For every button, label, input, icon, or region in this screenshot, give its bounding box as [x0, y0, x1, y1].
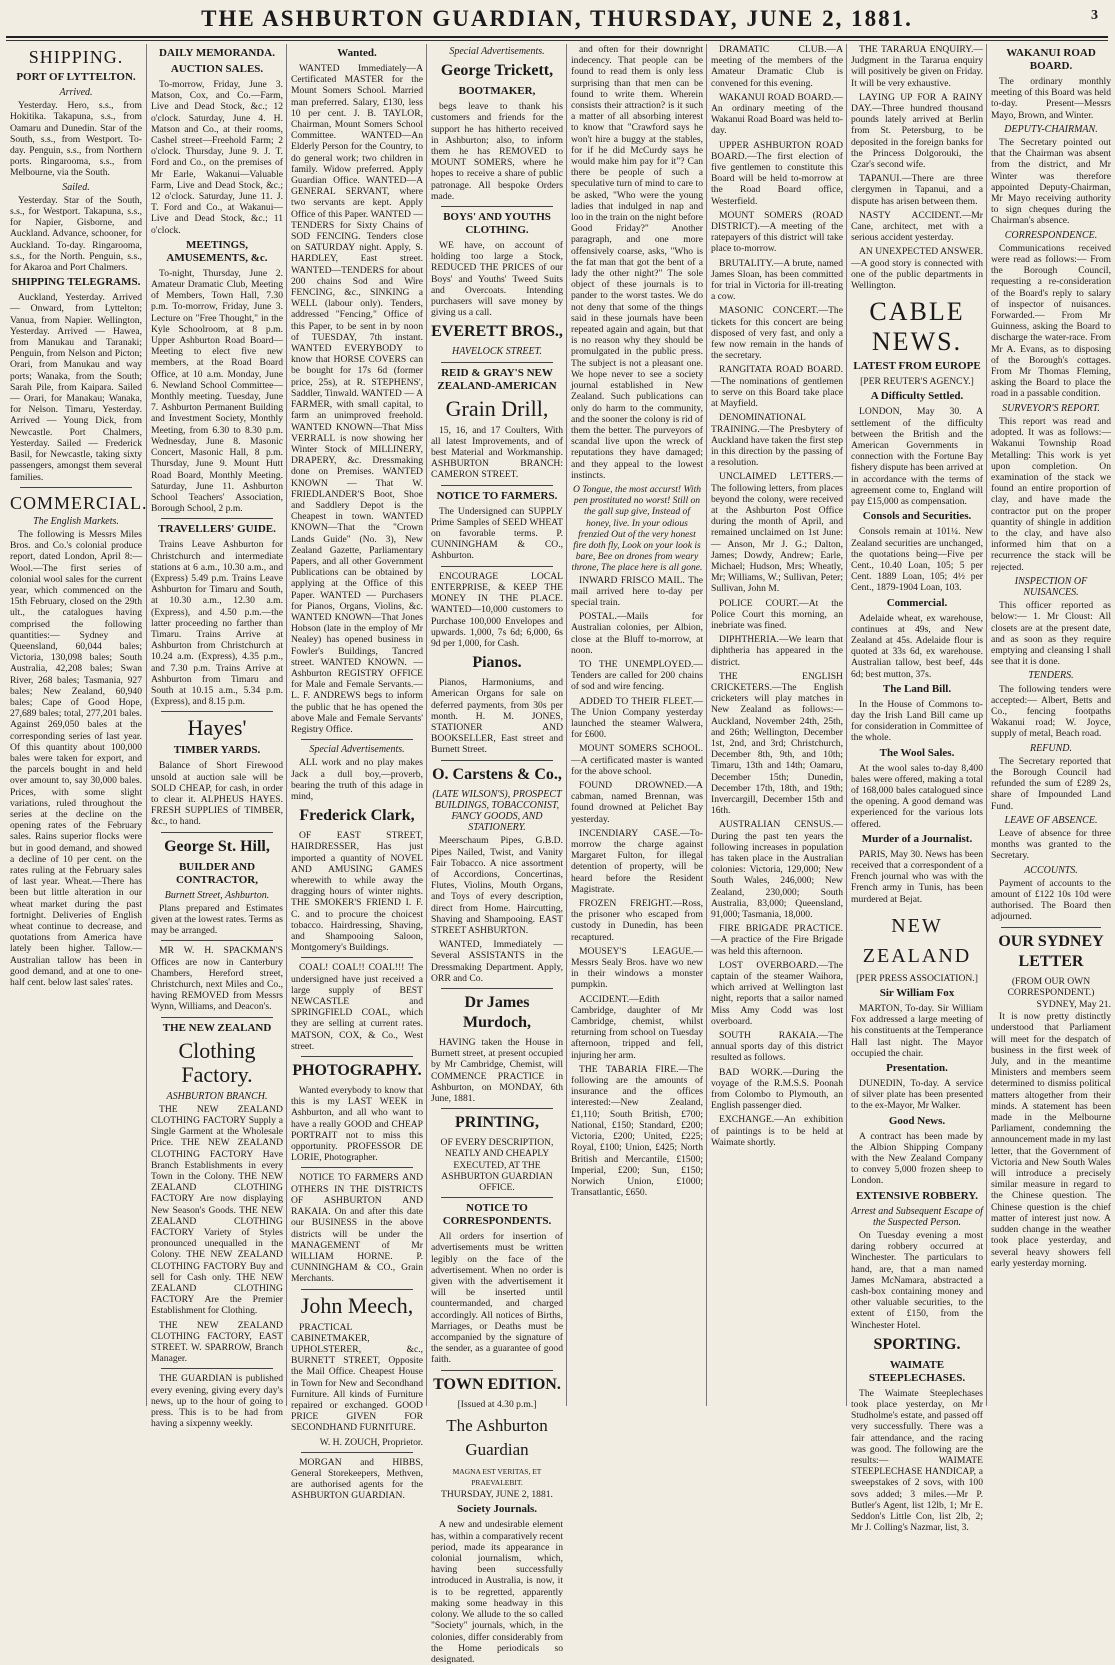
diphtheria-text: DIPHTHERIA.—We learn that diphtheria has appeared in the district.	[711, 634, 843, 668]
postal-text: POSTAL.—Mails for Australian colonies, per Albion, close at the Bluff to-morrow, at noon.	[571, 611, 703, 656]
meech-text: PRACTICAL CABINETMAKER, UPHOLSTERER, &c., BURNETT STREET, Opposite the Mail Office. Cheapest House in Town for New and Secondhand Furniture. All kinds of Furniture repaired or exchanged. GOOD PRICE GIVEN FOR SECONDHAND FURNITURE.	[291, 1321, 423, 1434]
divider	[441, 1370, 553, 1371]
coal-text: COAL! COAL!! COAL!!! The undersigned have just received a large supply of BEST NEWCASTLE and SPRINGFIELD COAL, which they are selling at current rates. MATSON, COX, & Co., West street.	[291, 962, 423, 1052]
fox-text: MARTON, To-day. Sir William Fox addressed a large meeting of his constituents at the Temperance Hall last night. The Mayor occupied the chair.	[851, 1002, 983, 1059]
correspondents-heading: NOTICE TO CORRESPONDENTS.	[442, 1202, 552, 1228]
tararua-text: THE TARARUA ENQUIRY.—Judgment in the Tararua enquiry will positively be given on Friday. It will be very exhaustive.	[851, 44, 983, 89]
correspondence-heading: CORRESPONDENCE.	[1004, 229, 1098, 241]
pianos-heading: Pianos.	[472, 654, 522, 672]
divider	[301, 957, 413, 958]
wakanui-board-heading: WAKANUI ROAD BOARD.	[1006, 47, 1096, 72]
column-2	[146, 44, 287, 1430]
inward-text: The mail arrived here to-day per special train.	[571, 574, 704, 608]
reid-heading: REID & GRAY'S NEW ZEALAND-AMERICAN	[437, 366, 557, 392]
divider	[441, 362, 553, 363]
boys-heading: BOYS' AND YOUTHS CLOTHING.	[443, 211, 551, 237]
divider	[441, 760, 553, 761]
auction-heading: AUCTION SALES.	[170, 63, 264, 75]
divider	[301, 739, 413, 740]
divider	[441, 485, 553, 486]
carstens-subtitle: (LATE WILSON'S), PROSPECT BUILDINGS, TOBACCONIST, FANCY GOODS, AND STATIONERY.	[432, 788, 562, 834]
fox-heading: Sir William Fox	[879, 986, 955, 999]
st-hill-text: Plans prepared and Estimates given at the lowest rates. Terms as may be arranged.	[151, 902, 283, 937]
st-hill-address: Burnett Street, Ashburton.	[164, 889, 270, 901]
tenders-text: The following tenders were accepted:— Albert, Betts and Co., fencing footpaths Wakanui road; W. Joyce, supply of metal, Beach road.	[991, 683, 1111, 740]
good-news-text: A contract has been made by the Albion Shipping Company with the New Zealand Company to convey 5,000 frozen sheep to London.	[851, 1130, 983, 1187]
printing-text: OF EVERY DESCRIPTION, NEATLY AND CHEAPLY EXECUTED, AT THE ASHBURTON GUARDIAN OFFICE.	[440, 1137, 554, 1194]
masthead-rule	[6, 36, 1108, 38]
inward-heading: INWARD FRISCO MAIL.	[579, 574, 685, 586]
st-hill-subtitle: BUILDER AND CONTRACTOR,	[175, 860, 258, 886]
drowned-text: FOUND DROWNED.—A cabman, named Brennan, was found drowned at Pelichet Bay yesterday.	[571, 780, 703, 825]
robbery-subheading: Arrest and Subsequent Escape of the Suspected Person.	[851, 1205, 983, 1228]
guardian-note: THE GUARDIAN is published every evening, giving every day's news, up to the hour of going to press. This is to be had from having a sixpenny weekly.	[151, 1373, 283, 1430]
column-5	[566, 44, 707, 1406]
inward-mail	[571, 575, 703, 609]
nzcf-subtitle: ASHBURTON BRANCH.	[166, 1090, 268, 1102]
photo-text: Wanted everybody to know that this is my LAST WEEK in Ashburton, and all who want to have a really GOOD and CHEAP PORTRAIT not to miss this opportunity. PROFESSOR DE LORIE, Photographer.	[291, 1085, 423, 1164]
murdoch-name: Dr James Murdoch,	[463, 993, 531, 1031]
correspondents-text: All orders for insertion of advertisements must be written legibly on the face of the advertisement. When no order is given with the advertisement it will be inserted until countermanded, and charged accordingly. All notices of Births, Marriages, or Deaths must be accompanied by the signature of the sender, as a guarantee of good faith.	[431, 1231, 563, 1366]
memoranda-title: DAILY MEMORANDA.	[159, 47, 275, 59]
town-issued: [Issued at 4.30 p.m.]	[457, 1398, 537, 1410]
special-heading: Special Advertisements.	[449, 46, 545, 57]
local-enterprise-text: ENCOURAGE LOCAL ENTERPRISE, & KEEP THE MONEY IN THE PLACE. WANTED—10,000 customers to Purchase 100,000 Envelopes and upwards. 1,000, 7s 6d; 6,000, 6s 9d per 1,000, for Cash.	[431, 570, 563, 649]
unexpected-answer-text: AN UNEXPECTED ANSWER.—A good story is connected with one of the public departments in Wellington.	[851, 246, 983, 292]
divider	[161, 711, 273, 712]
meech-name: John Meech,	[300, 1292, 414, 1318]
markets-heading: The English Markets.	[33, 515, 119, 527]
masthead-rule-thin	[6, 40, 1108, 41]
wool-heading: The Wool Sales.	[879, 746, 955, 759]
bad-work-text: BAD WORK.—During the voyage of the R.M.S.S. Poonah from Colombo to Plymouth, an English passenger died.	[711, 1066, 843, 1112]
travellers-text: Trains Leave Ashburton for Christchurch and intermediate stations at 6 a.m., 10.30 a.m., and (Express) 5.49 p.m. Trains Leave Ashburton for Timaru and South, at 10.30 a.m., 12.30 a.m. (Express), and 4.50 p.m.—the latter proceeding no farther than Timaru. Trains Arrive at Ashburton from Christchurch at 10.24 a.m. (Express), 4.35 p.m., and 7.30 p.m. Trains Arrive at Ashburton from Timaru and South at 10.15 a.m., 5.34 p.m. (Express), and 8.15 p.m.	[151, 539, 283, 708]
farmers-text: The Undersigned can SUPPLY Prime Samples of SEED WHEAT on favorable terms. P. CUNNINGHAM & CO., Ashburton.	[431, 505, 563, 562]
land-bill-heading: The Land Bill.	[882, 682, 952, 695]
denominational-text: DENOMINATIONAL TRAINING.—The Presbytery of Auckland have taken the first step in this direction by the passing of a resolution.	[711, 412, 843, 469]
farmers-heading: NOTICE TO FARMERS.	[436, 489, 558, 502]
brutality-text: BRUTALITY.—A brute, named James Sloan, has been committed for trial in Victoria for ill-treating a cow.	[711, 257, 843, 303]
steeplechase-heading: WAIMATE STEEPLECHASES.	[868, 1358, 966, 1384]
inspection-heading: INSPECTION OF NUISANCES.	[1014, 575, 1088, 598]
shipping-title: SHIPPING.	[28, 47, 124, 67]
masthead-title: THE ASHBURTON GUARDIAN, THURSDAY, JUNE 2, 1881.	[201, 6, 913, 31]
auction-text: To-morrow, Friday, June 3. Matson, Cox, and Co.—Farm, Live and Dead Stock, &c.; 12 o'clock. Saturday, June 4. H. Matson and Co., at their rooms, Cashel street—Freehold Farm; 2 o'clock. Thursday, June 9. J. T. Ford and Co., on the premises of Mr Earle, Wakanui—Valuable Farm, Live and Dead Stock, &c.; 12 o'clock. Saturday, June 11. J. T. Ford and Co., at Wakanui—Live and Dead Stock, &c.; 11 o'clock.	[151, 79, 283, 236]
divider	[441, 988, 553, 989]
nzcf-name: Clothing Factory.	[178, 1037, 256, 1087]
clark-intro: ALL work and no play makes Jack a dull boy,—proverb, bearing the truth of this adage in mind,	[291, 757, 423, 802]
new-zealand-title: NEW ZEALAND	[862, 914, 972, 967]
south-rakaia-text: SOUTH RAKAIA.—The annual sports day of this district resulted as follows.	[711, 1030, 843, 1064]
reid-text: 15, 16, and 17 Coulters, With all latest Improvements, and of best Material and Workmanship. ASHBURTON BRANCH: CAMERON STREET.	[431, 424, 563, 481]
st-hill-name: George St. Hill,	[164, 837, 270, 855]
everett-name: EVERETT BROS.,	[431, 323, 563, 341]
masthead	[0, 6, 1114, 36]
consols-text: Consols remain at 101¼. New Zealand securities are unchanged, the quotations being—Five per Cent., 10.40 Loan, 105; 5 per Cent. 1889 Loan, 105; 4½ per Cent., 1879-1904 Loan, 103.	[851, 526, 983, 594]
incendiary-text: INCENDIARY CASE.—To-morrow the charge against Margaret Fulton, for illegal detention of property, will be heard before the Resident Magistrate.	[571, 827, 703, 895]
difficulty-heading: A Difficulty Settled.	[870, 390, 964, 403]
fleet-text: ADDED TO THEIR FLEET.—The Union Company yesterday launched the steamer Walwera, for £600.	[571, 695, 703, 741]
rangitata-text: RANGITATA ROAD BOARD.—The nominations of gentlemen to serve on this Board take place at Mayfield.	[711, 364, 843, 410]
nzcf-heading: THE NEW ZEALAND	[162, 1021, 272, 1034]
wool-text: At the wool sales to-day 8,400 bales were offered, making a total of 168,000 bales catalogued since the opening. A good demand was experienced for the various lots offered.	[851, 762, 983, 830]
arrived-text: Yesterday. Hero, s.s., from Hokitika. Takapuna, s.s., from Oamaru and Dunedin. Star of the South, s.s., from Westport. To-day. Penguin, s.s., from Northern ports. Ringarooma, s.s., from Melbourne, via the South.	[10, 100, 142, 179]
overboard-text: LOST OVERBOARD.—The captain of the steamer Waihora, which arrived at Wellington last night, reports that a sailor named Miss Amy Codd was lost overboard.	[711, 959, 843, 1027]
land-bill-text: In the House of Commons to-day the Irish Land Bill came up for consideration in Committee of the whole.	[851, 698, 983, 744]
column-6	[706, 44, 847, 1406]
sydney-subtitle: (FROM OUR OWN CORRESPONDENT.)	[1007, 975, 1095, 998]
cable-news-title: CABLE NEWS.	[869, 297, 965, 357]
unclaimed-text: UNCLAIMED LETTERS.—The following letters, from places beyond the colony, were received at the Ashburton Post Office during the month of April, and remained unclaimed on 1st June:— Anson, Mr J. G.; Dalton, James; Dowdy, Andrew; Earle, Michael; Hudson, Mrs; Wheatly, Mr; Williams, W.; Sullivan, Peter; Sullivan, John M.	[711, 471, 843, 595]
fire-brigade-text: FIRE BRIGADE PRACTICE.—A practice of the Fire Brigade was held this afternoon.	[711, 923, 843, 957]
trickett-name: George Trickett,	[440, 62, 554, 80]
nzcf-address: THE NEW ZEALAND CLOTHING FACTORY, EAST STREET. W. SPARROW, Branch Manager.	[151, 1319, 283, 1365]
notice-text: NOTICE TO FARMERS AND OTHERS IN THE DISTRICTS OF ASHBURTON AND RAKAIA. On and after this date our BUSINESS in the above districts will be under the MANAGEMENT of Mr WILLIAM HORNE. P. CUNNINGHAM & CO., Grain Merchants.	[291, 1172, 423, 1285]
census-text: AUSTRALIAN CENSUS.—During the past ten years the following increases in population has taken place in the Australian colonies: Victoria, 129,000; New South Wales, 246,000; New Zealand, 230,000; South Australia, 83,000; Queensland, 91,000; Tasmania, 18,000.	[711, 819, 843, 921]
everett-address: HAVELOCK STREET.	[452, 346, 542, 358]
society-text: A new and undesirable element has, within a comparatively recent period, made its appearance in colonial journalism, which, having been successfully introduced in Australia, is now, it is to be regretted, apparently making some headway in this colony. We allude to the so called "Society" journals, which, in the colonies, differ considerably from the Home periodicals so designated.	[431, 1519, 563, 1665]
travellers-heading: TRAVELLERS' GUIDE.	[158, 523, 276, 536]
presentation-text: DUNEDIN, To-day. A service of silver plate has been presented to the ex-Mayor, Mr Walker.	[851, 1078, 983, 1112]
divider	[1001, 927, 1101, 928]
league-text: MOUSEY'S LEAGUE.—Messrs Sealy Bros. have wo new in their windows a monster pumpkin.	[571, 945, 703, 991]
commercial-text: Adelaide wheat, ex warehouse, continues at 49s, and New Zealand at 45s. Adelaide flour is quoted at 33s 6d, ex warehouse. Australian tallow, best beef, 44s 6d; best mutton, 37s.	[851, 612, 983, 680]
frozen-text: FROZEN FREIGHT.—Ross, the prisoner who escaped from custody in Dunedin, has been recaptured.	[571, 898, 703, 943]
divider	[161, 832, 273, 833]
column-7	[846, 44, 987, 1534]
morgan-text: MORGAN and HIBBS, General Storekeepers, Methven, are authorised agents for the ASHBURTON GUARDIAN.	[291, 1456, 423, 1502]
murdoch-text: HAVING taken the House in Burnett street, at present occupied by Mr Cambridge, Chemist, will COMMENCE PRACTICE in Ashburton, on MONDAY, 6th June, 1881.	[431, 1036, 563, 1104]
divider	[301, 1056, 413, 1057]
surveyor-text: This report was read and adopted. It was as follows:— Wakanui Township Road Metalling: This work is yet upon completion. On examination of the stack we found an entire proportion of clay, and have made the contractor put on the proper quantity of shingle in addition to the clay, and have also informed him that on a recurrence the stack will be rejected.	[991, 415, 1111, 573]
leave-text: Leave of absence for three months was granted to the Secretary.	[991, 828, 1111, 862]
guardian-title: The Ashburton Guardian	[446, 1415, 548, 1459]
divider	[441, 1197, 553, 1198]
wanted-dressmaking: WANTED, Immediately — Several ASSISTANTS in the Dressmaking Department. Apply, ORR and Co.	[431, 939, 563, 984]
meetings-text: To-night, Thursday, June 2. Amateur Dramatic Club, Meeting of Members, Town Hall, 7.30 p.m. To-morrow, Friday, June 3. Lecture on "Free Thought," in the Kyle Schoolroom, at 8 p.m. Upper Ashburton Road Board—Meeting to elect five new members, at the Road Board Office, at 10 a.m. Monday, June 6. Newland School Committee—Monthly meeting. Tuesday, June 7. Ashburton Permanent Building and Investment Society, Monthly Meeting, from 6.30 to 8.30 p.m. Wednesday, June 8. Masonic Concert, Masonic Hall, 8 p.m. Thursday, June 9. Mount Hutt Road Board, Monthly Meeting. Saturday, June 11. Ashburton School Teachers' Association, Borough School, 2 p.m.	[151, 267, 283, 515]
boys-text: WE have, on account of holding too large a Stock, REDUCED THE PRICES of our Boys' and Youths' Tweed Suits and Overcoats. Intending purchasers will save money by giving us a call.	[431, 240, 563, 319]
sailed-text: Yesterday. Star of the South, s.s., for Westport. Takapuna, s.s., for Napier, Gisborne, and Auckland. Advance, schooner, for Auckland. To-day. Ringarooma, s.s., for the North. Penguin, s.s., for Akaroa and Port Chalmers.	[10, 194, 142, 274]
accounts-heading: ACCOUNTS.	[1024, 864, 1078, 876]
tapanui-text: TAPANUI.—There are three clergymen in Tapanui, and a dispute has arisen between them.	[851, 173, 983, 207]
clark-name: Frederick Clark,	[299, 807, 415, 825]
port-title: PORT OF LYTTELTON.	[16, 71, 136, 83]
commercial-heading: Commercial.	[886, 596, 948, 609]
dramatic-text: DRAMATIC CLUB.—A meeting of the members of the Amateur Dramatic Club is convened for this evening.	[711, 44, 843, 89]
divider	[20, 487, 132, 488]
divider	[301, 1167, 413, 1168]
good-news-heading: Good News.	[888, 1114, 946, 1127]
cable-agency: [PER REUTER'S AGENCY.]	[860, 376, 974, 388]
telegrams-text: Auckland, Yesterday. Arrived — Onward, from Lyttelton; Vanua, from Napier. Wellington, Yesterday. Arrived — Hawea, from Manukau and Taranaki; Penguin, from Nelson and Picton; Orari, from Manukau and way ports; Wanaka, from the South; Sarah Pile, from Kaipara. Sailed — Orari, for Manakau; Wanaka, for Nelson. Timaru, Yesterday. Arrived — Young Dick, from Newcastle. Port Chalmers, Yesterday. Sailed — Frederick Basil, for Newcastle, taking sixty passengers, amongst them several families.	[10, 292, 142, 483]
divider	[301, 1452, 413, 1453]
accounts-text: Payment of accounts to the amount of £122 10s 10d were authorised. The Board then adjourned.	[991, 877, 1111, 923]
wakanui-board-text: The ordinary monthly meeting of this Board was held to-day. Present—Messrs Mayo, Brown, and Winter.	[991, 76, 1111, 121]
robbery-text: On Tuesday evening a most daring robbery occurred at Winchester. The particulars to hand, are, that a man named James McNamara, abstracted a cash-box containing money and other valuable securities, to the extent of £150, from the Winchester Hotel.	[851, 1230, 983, 1331]
commercial-title: COMMERCIAL.	[10, 492, 148, 513]
page-number: 3	[1091, 8, 1100, 23]
town-edition: TOWN EDITION.	[433, 1375, 561, 1393]
divider	[301, 1289, 413, 1290]
meetings-heading: MEETINGS, AMUSEMENTS, &c.	[166, 238, 268, 264]
upper-ashburton-text: UPPER ASHBURTON ROAD BOARD.—The first election of five gentlemen to constitute this Board will be held to-morrow at the Road Board office, Westerfield.	[711, 139, 843, 207]
telegrams-heading: SHIPPING TELEGRAMS.	[11, 276, 141, 289]
wanted-heading: Wanted.	[337, 47, 377, 59]
nasty-accident-text: NASTY ACCIDENT.—Mr Cane, architect, met with a serious accident yesterday.	[851, 209, 983, 244]
divider	[441, 1108, 553, 1109]
unemployed-text: TO THE UNEMPLOYED.—Tenders are called for 200 chains of sod and wire fencing.	[571, 658, 703, 693]
presentation-heading: Presentation.	[886, 1062, 948, 1074]
column-8	[986, 44, 1115, 1406]
sporting-title: SPORTING.	[873, 1335, 961, 1353]
sailed-heading: Sailed.	[62, 181, 90, 193]
society-continued: and often for their downright indecency. That people can be found to read them is only less surprising than that men can be found to write them. Wherein consists their attraction? is it such a matter of all absorbing interest to know that "Crawford says he won't hire a buggy at the stables, for if he did McCurdy says he would make him pay for it"? Can there be people of such a speculative turn of mind to care to be asked, "Who were the young ladies that indulged in nap and loo in the train on the night before Good Friday?" Another paragraph, and one more offensively coarse, asks, "Who is the fat man that got the bent of a lady the other night?" The sole object of these journals is to pander to the worst tastes. We do not deny that some of the things said in these journals have been repeated again and again, but that is no reason why they should be promulgated in the public press. The subject is not a pleasant one. We hope never to see a society journal established in New Zealand. Such publications can only do harm to the community, and the sooner the colony is rid of them the better. The purveyors of scandal live upon the wreck of reputations they have damaged; and they appeal to the lowest instincts.	[571, 44, 703, 481]
reid-name: Grain Drill,	[445, 395, 549, 421]
column-4	[426, 44, 567, 1665]
clark-text: OF EAST STREET, HAIRDRESSER, Has just imported a quantity of NOVEL AND AMUSING GAMES wherewith to while away the dragging hours of winter nights. THE SMOKER'S FRIEND I. F. C. and to procure the choicest tobacco. Hairdressing, Shaving, and Shampooing Saloon, Montgomery's Buildings.	[291, 830, 423, 954]
consols-heading: Consols and Securities.	[862, 510, 972, 523]
hayes-subtitle: TIMBER YARDS.	[173, 744, 261, 757]
column-3	[286, 44, 427, 1502]
tenders-heading: TENDERS.	[1028, 670, 1074, 682]
zouch-text: W. H. ZOUCH, Proprietor.	[319, 1436, 423, 1448]
accident-text: ACCIDENT.—Edith Cambridge, daughter of Mr Cambridge, chemist, whilst returning from school on Tuesday afternoon, tripped and fell, injuring her arm.	[571, 993, 703, 1061]
rainy-day-text: LAYING UP FOR A RAINY DAY.—Three hundred thousand pounds lately arrived at Berlin from St. Petersburg, to be deposited in the foreign banks for the Princess Dolgorouki, the Czar's second wife.	[851, 91, 983, 171]
column-1	[6, 44, 146, 1406]
journalist-text: PARIS, May 30. News has been received that a correspondent of a French journal who was with the French army in Tunis, has been murdered at Bejat.	[851, 848, 983, 905]
exchange-text: EXCHANGE.—An exhibition of paintings is to be held at Waimate shortly.	[711, 1114, 843, 1148]
robbery-heading: EXTENSIVE ROBBERY.	[855, 1189, 979, 1202]
correspondence-text: Communications received were read as follows:— From the Borough Council, requesting a re-consideration of the Board's reply to salary of inspector of nuisances. Forwarded.— From Mr Guinness, asking the Board to discharge the water-race. From Mr A. Evans, as to disposing of the Borough's cottages. From Mr Thomas Fleming, asking the Board to place the road in a passable condition.	[991, 242, 1111, 400]
divider	[441, 206, 553, 207]
special-heading: Special Advertisements.	[309, 744, 405, 756]
mount-somers-text: MOUNT SOMERS (ROAD DISTRICT).—A meeting of the ratepayers of this district will take place to-morrow.	[711, 209, 843, 255]
deputy-heading: DEPUTY-CHAIRMAN.	[1004, 123, 1098, 135]
deputy-text: The Secretary pointed out that the Chairman was absent from the district, and Mr Winter was therefore appointed Deputy-Chairman, Mr Mayo receiving authority to sign cheques during the Chairman's absence.	[991, 137, 1111, 227]
divider	[161, 940, 273, 941]
surveyor-heading: SURVEYOR'S REPORT.	[1002, 402, 1100, 414]
cricketers-text: THE ENGLISH CRICKETERS.—The English cricketers will play matches in New Zealand as follows:—Auckland, November 24th, 25th, and 26th; Wellington, December 1st, 2nd, and 3rd; Christchurch, December 8th, 9th, and 10th; Timaru, 13th and 14th; Oamaru, December 15th; Dunedin, December 17th, 18th, and 19th; Invercargill, December 15th and 16th.	[711, 670, 843, 817]
carstens-name: O. Carstens & Co.,	[432, 765, 562, 783]
nzcf-text: THE NEW ZEALAND CLOTHING FACTORY Supply a Single Garment at the Wholesale Price. THE NEW ZEALAND CLOTHING FACTORY Have Branch Establishments in every Town in the Colony. THE NEW ZEALAND CLOTHING FACTORY Are now displaying New Season's Goods. THE NEW ZEALAND CLOTHING FACTORY Variety of Styles pronounced unequalled in the Colony. THE NEW ZEALAND CLOTHING FACTORY Buy and sell for Cash only. THE NEW ZEALAND CLOTHING FACTORY Are the Premier Establishment for Clothing.	[151, 1103, 283, 1317]
wakanui-text: WAKANUI ROAD BOARD.—An ordinary meeting of the Wakanui Road Board was held to-day.	[711, 91, 843, 137]
hayes-text: Balance of Short Firewood unsold at auction sale will be SOLD CHEAP, for cash, in order to clear it. ALPHEUS HAYES. FRESH SUPPLIES of TIMBER, &c., to hand.	[151, 760, 283, 828]
nz-agency: [PER PRESS ASSOCIATION.]	[856, 972, 978, 984]
divider	[441, 566, 553, 567]
arrived-heading: Arrived.	[59, 87, 93, 98]
sydney-date: SYDNEY, May 21.	[1036, 999, 1111, 1011]
spackman-text: MR W. H. SPACKMAN'S Offices are now in Canterbury Chambers, Hereford street, Christchurch, next Miles and Co., having REMOVED from Messrs Wynn, Williams, and Deacon's.	[151, 945, 283, 1013]
printing-heading: PRINTING,	[454, 1114, 539, 1132]
difficulty-text: LONDON, May 30. A settlement of the difficulty between the British and the American Governments in connection with the Fortune Bay fishery dispute has been arrived at in accordance with the terms of agreement come to, England will pay £15,000 as compensation.	[851, 406, 983, 508]
refund-text: The Secretary reported that the Borough Council had refunded the sum of £289 2s, share of Impounded Land Fund.	[991, 755, 1111, 812]
police-text: POLICE COURT.—At the Police Court this morning, an inebriate was fined.	[711, 597, 843, 631]
society-heading: Society Journals.	[456, 1503, 538, 1516]
cable-subtitle: LATEST FROM EUROPE	[853, 360, 981, 373]
photo-heading: PHOTOGRAPHY.	[292, 1062, 422, 1080]
school-text: MOUNT SOMERS SCHOOL.—A certificated master is wanted for the above school.	[571, 743, 703, 777]
guardian-motto: MAGNA EST VERITAS, ET PRAEVALEBIT.	[452, 1466, 542, 1488]
issue-date: THURSDAY, JUNE 2, 1881.	[441, 1489, 553, 1501]
divider	[161, 1017, 273, 1018]
trickett-subtitle: BOOTMAKER,	[458, 85, 536, 98]
divider	[161, 518, 273, 519]
leave-heading: LEAVE OF ABSENCE.	[1004, 814, 1098, 826]
wanted-text: WANTED Immediately—A Certificated MASTER for the Mount Somers School. Married man preferred. Salary, £130, less 10 per cent. J. B. TAYLOR, Chairman, Mount Somers School Committee. WANTED—An Elderly Person for the Country, to do general work; two children in family. Widow preferred. Apply Guardian Office. WANTED—A GENERAL SERVANT, where two servants are kept. Apply Office of this Paper. WANTED — TENDERS for Sixty Chains of SOD FENCING. Tenders close on SATURDAY night. Apply, S. HARDLEY, East street. WANTED—TENDERS for about 200 chains Sod and Wire FENCING, &c., SINKING a WELL (labour only). Tenders, addressed "Fencing," Office of this Paper, to be sent in by noon of TUESDAY, 7th instant. WANTED EVERYBODY to know that HORSE COVERS can be bought for 17s 6d (former price, 25s), at R. STEPHENS', Saddler, Tinwald. WANTED — A FARMER, with small capital, to farm an unimproved freehold. WANTED KNOWN—That Miss VERRALL is now showing her Winter Stock of MILLINERY, DRAPERY, &c. Dressmaking done on Premises. WANTED KNOWN — That W. FRIEDLANDER'S Boot, Shoe and Saddlery Depot is the Cheapest in town. WANTED KNOWN—That the "Crown Lands Guide" (No. 3), New Zealand Gazette, Parliamentary Papers, and all other Government Publications can be obtained by applying at the Office of this Paper. WANTED — Purchasers for Pianos, Organs, Violins, &c. WANTED KNOWN—That Jones Hobson (late in the employ of Mr Nealey) has opened business in Fowler's Buildings, Tancred street. WANTED KNOWN. — Ashburton REGISTRY OFFICE for Male and Female Servants.—L. F. ANDREWS begs to inform the public that he has opened the above Male and Female Servants' Registry Office.	[291, 63, 423, 735]
sydney-letter-title: OUR SYDNEY LETTER	[998, 932, 1104, 970]
tabaria-text: THE TABARIA FIRE.—The following are the amounts of insurance and the offices interested:—New Zealand, £1,110; South British, £700; National, £150; Standard, £200; Victoria, £200; United, £225; Royal, £100; Union, £425; North British and Mercantile, £1500; Imperial, £200; Sun, £150; Norwich Union, £1000; Transatlantic, £650.	[571, 1063, 703, 1199]
steeplechase-text: The Waimate Steeplechases took place yesterday, on Mr Studholme's estate, and passed off very successfully. There was a fair attendance, and the racing was good. The following are the results:— WAIMATE STEEPLECHASE HANDICAP, a sweepstakes of 2 sovs, with 100 sovs added; 3 miles.—Mr P. Butler's Agent, list 12lb, 1; Mr E. Seddon's Little Con, list 2lb, 2; Mr J. Colling's Nazmar, list, 3.	[851, 1387, 983, 1534]
inspection-text: This officer reported as below:— 1. Mr Cloust: All closets are at the present date, and as soon as they require emptying and cleansing I shall see that it is done.	[991, 600, 1111, 668]
masonic-text: MASONIC CONCERT.—The tickets for this concert are being disposed of very fast, and only a few now remain in the hands of the secretary.	[711, 305, 843, 362]
trickett-text: begs leave to thank his customers and friends for the support he has hitherto received in Ashburton; also, to inform them he has REMOVED to MOUNT SOMERS, where he hopes to receive a share of public patronage. All bespoke Orders made.	[431, 101, 563, 202]
hayes-name: Hayes'	[187, 715, 247, 741]
poem: O Tongue, the most accurst! With pen prostituted no worst! Still on the gall sup give, Instead of honey, live. In your odious frenzied Out of the very honest fire doth fly, Look on your look is bare, Bee on drones from weary throne, The place here is all gone.	[571, 483, 703, 574]
sydney-text: It is now pretty distinctly understood that Parliament will meet for the despatch of business in the first week of July, and in the meantime Ministers and members seem determined to dismiss political matters altogether from their minds. A statement has been made in the Melbourne Parliament, condemning the announcement made in my last letter, that the Government of Victoria and New South Wales will introduce a precisely similar measure in regard to the Chinese question. The Chinese question is the chief matter of interest just now. A sudden change in the weather took place yesterday, and several heavy showers fell early yesterday morning.	[991, 1011, 1111, 1269]
pianos-text: Pianos, Harmoniums, and American Organs for sale on deferred payments, from 30s per month. H. M. JONES, STATIONER AND BOOKSELLER, East street and Burnett Street.	[431, 677, 563, 756]
carstens-text: Meerschaum Pipes, G.B.D. Pipes Nailed, Twist, and Vanity Fair Tobacco. A nice assortment of Accordions, Concertinas, Flutes, Violins, Mouth Organs, and Toys of every description, direct from Home. Haircutting, Shaving and Shampooing. EAST STREET ASHBURTON.	[431, 835, 563, 936]
markets-text: The following is Messrs Miles Bros. and Co.'s colonial produce report, dated London, April 8:— Wool.—The first series of colonial wool sales for the current year, which commenced on the 15th February, closed on the 29th ult., the catalogues having comprised the following quantities:— Sydney and Queensland, 60,044 bales; Victoria, 130,098 bales; South Australia, 42,208 bales; Swan River, 268 bales; Tasmania, 927 bales; New Zealand, 60,940 bales; Cape of Good Hope, 27,689 bales; total, 277,201 bales. Against 269,050 bales at the corresponding series of last year. Of this quantity about 100,000 bales were taken for export, and the parcels bought in and held over amount to, say 30,000 bales. Prices, with some slight variations, ruled throughout the series at the decline on the opening rates of the February sales. Rains superior flocks were but in good demand, and showed a decline of 10 per cent. on the rates ruling at the February sales of last year. Wheat.—There has been but little alteration in our wheat market during the past fortnight. Deliveries of English wheat continue to decrease, and quotations from America have lately been higher. Tallow.—Australian tallow has been in good demand, and at one to one-half cent. below last sales' rates.	[10, 528, 142, 989]
journalist-heading: Murder of a Journalist.	[861, 832, 973, 845]
divider	[161, 1368, 273, 1369]
refund-heading: REFUND.	[1030, 742, 1072, 754]
